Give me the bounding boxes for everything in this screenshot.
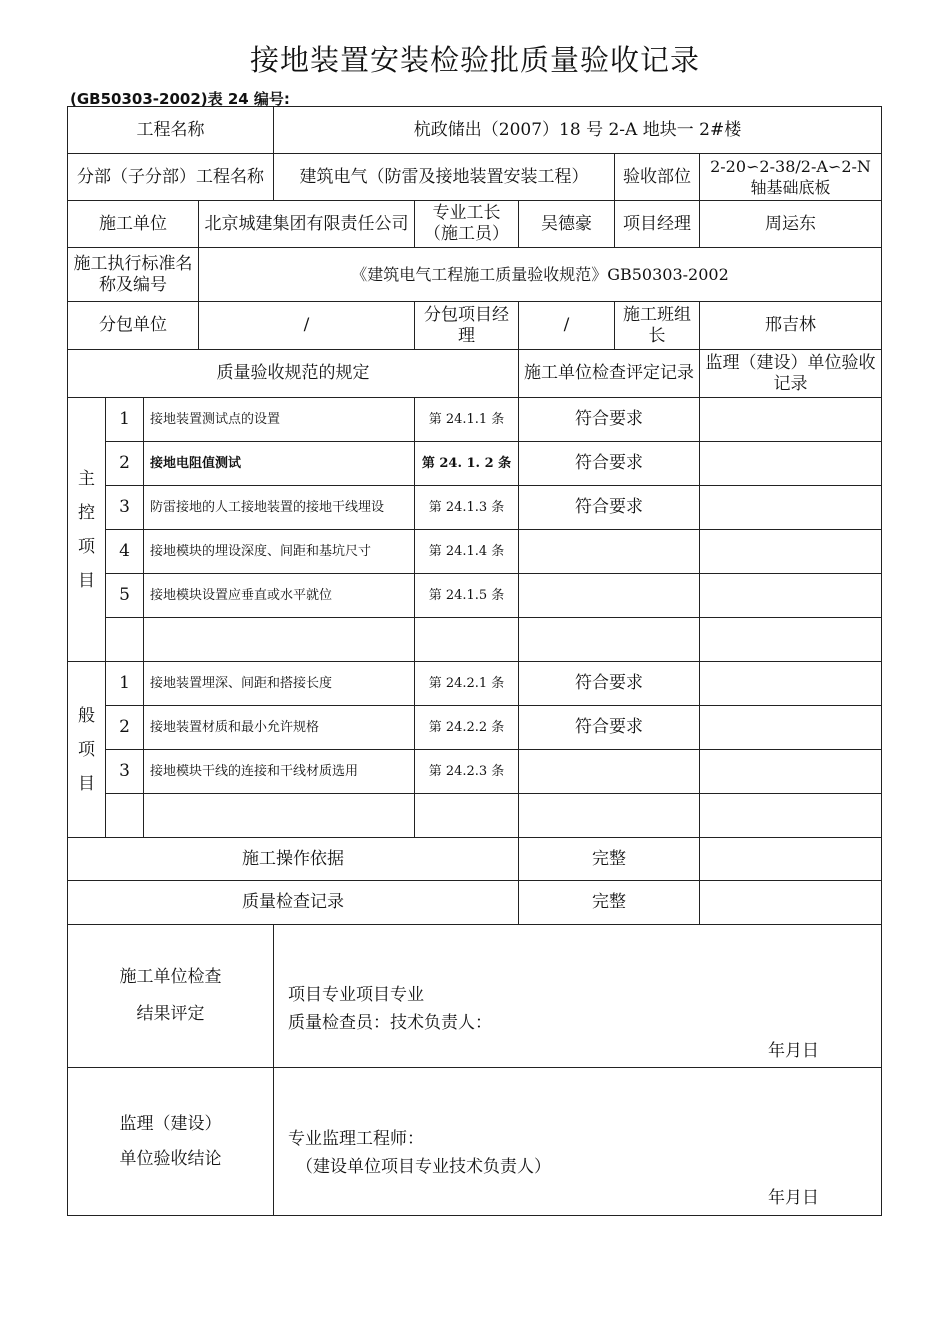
row-number: 2 [105,705,144,750]
group-char: 项 [78,536,95,557]
group-char: 主 [78,468,95,489]
subproject-label: 分部（子分部）工程名称 [67,153,274,201]
spec-column-header: 质量验收规范的规定 [67,349,519,398]
contractor-result [518,749,700,794]
clause-ref: 第 24.1.5 条 [414,573,519,618]
contractor-result: 符合要求 [518,661,700,706]
contractor-result [518,617,700,662]
clause-ref: 第 24.2.2 条 [414,705,519,750]
quality-record-label: 质量检查记录 [67,880,519,925]
standard-value: 《建筑电气工程施工质量验收规范》GB50303-2002 [198,247,882,302]
supervisor-result [699,749,882,794]
form-code: (GB50303-2002)表 24 编号: [70,90,290,108]
supervisor-sign-line1: 专业监理工程师： [288,1129,424,1149]
item-description: 防雷接地的人工接地装置的接地干线埋设 [143,485,415,530]
clause-ref [414,793,519,838]
contractor-date: 年月日 [768,1041,819,1061]
contractor-result: 符合要求 [518,705,700,750]
row-number: 2 [105,441,144,486]
clause-ref: 第 24. 1. 2 条 [414,441,519,486]
row-number: 1 [105,397,144,442]
contractor-label: 施工单位 [67,200,199,248]
team-leader-label: 施工班组长 [614,301,700,350]
supervisor-result [699,617,882,662]
project-name-value: 杭政储出（2007）18 号 2-A 地块一 2#楼 [273,106,882,154]
row-number: 3 [105,485,144,530]
row-number: 5 [105,573,144,618]
item-description: 接地电阻值测试 [143,441,415,486]
clause-ref: 第 24.1.4 条 [414,529,519,574]
page-title: 接地装置安装检验批质量验收记录 [249,43,700,77]
contractor-result: 符合要求 [518,441,700,486]
clause-ref [414,617,519,662]
basis-label: 施工操作依据 [67,837,519,881]
label-line: 单位验收结论 [119,1148,222,1169]
supervisor-result [699,661,882,706]
item-description [143,617,415,662]
supervisor-result-label [67,1067,274,1216]
group-char: 目 [78,773,95,794]
item-description: 接地模块的埋设深度、间距和基坑尺寸 [143,529,415,574]
subproject-value: 建筑电气（防雷及接地装置安装工程） [273,153,615,201]
item-description: 接地模块干线的连接和干线材质选用 [143,749,415,794]
supervisor-result [699,793,882,838]
subcontractor-value: / [198,301,415,350]
label-line: 结果评定 [136,1004,205,1024]
group-char: 控 [78,502,95,523]
team-leader-value: 邢吉林 [699,301,882,350]
main-control-group-label [67,397,106,662]
pm-value: 周运东 [699,200,882,248]
general-group-label [67,661,106,838]
contractor-result-label [67,924,274,1068]
contractor-result [518,529,700,574]
contractor-result [518,573,700,618]
label-line: 监理（建设） [119,1113,222,1134]
supervisor-result [699,705,882,750]
inspection-part-value: 2-20∽2-38/2-A∽2-N轴基础底板 [699,153,882,201]
item-description [143,793,415,838]
pm-label: 项目经理 [614,200,700,248]
basis-supervisor [699,837,882,881]
contractor-result [518,793,700,838]
project-name-label: 工程名称 [67,106,274,154]
item-description: 接地模块设置应垂直或水平就位 [143,573,415,618]
standard-label: 施工执行标准名称及编号 [67,247,199,302]
clause-ref: 第 24.1.1 条 [414,397,519,442]
subcontractor-label: 分包单位 [67,301,199,350]
clause-ref: 第 24.2.3 条 [414,749,519,794]
row-number [105,793,144,838]
contractor-result: 符合要求 [518,485,700,530]
group-char: 项 [78,739,95,760]
inspection-part-label: 验收部位 [614,153,700,201]
quality-record-supervisor [699,880,882,925]
supervisor-result [699,485,882,530]
supervisor-record-column-header: 监理（建设）单位验收记录 [699,349,882,398]
contractor-value: 北京城建集团有限责任公司 [198,200,415,248]
supervisor-result [699,529,882,574]
clause-ref: 第 24.1.3 条 [414,485,519,530]
group-char: 般 [78,705,95,726]
contractor-sign-line2: 质量检查员：技术负责人： [288,1013,492,1033]
clause-ref: 第 24.2.1 条 [414,661,519,706]
item-description: 接地装置埋深、间距和搭接长度 [143,661,415,706]
basis-value: 完整 [518,837,700,881]
label-line: 施工单位检查 [119,967,222,987]
sub-pm-label: 分包项目经理 [414,301,519,350]
row-number: 4 [105,529,144,574]
quality-record-value: 完整 [518,880,700,925]
row-number: 3 [105,749,144,794]
foreman-label: 专业工长（施工员） [414,200,519,248]
row-number [105,617,144,662]
supervisor-result [699,441,882,486]
row-number: 1 [105,661,144,706]
contractor-sign-line1: 项目专业项目专业 [288,985,424,1005]
foreman-value: 吴德豪 [518,200,615,248]
supervisor-sign-line2: （建设单位项目专业技术负责人） [296,1157,551,1177]
supervisor-result [699,397,882,442]
contractor-check-column-header: 施工单位检查评定记录 [518,349,700,398]
supervisor-date: 年月日 [768,1188,819,1208]
sub-pm-value: / [518,301,615,350]
group-char: 目 [78,570,95,591]
supervisor-result [699,573,882,618]
contractor-result: 符合要求 [518,397,700,442]
item-description: 接地装置材质和最小允许规格 [143,705,415,750]
item-description: 接地装置测试点的设置 [143,397,415,442]
